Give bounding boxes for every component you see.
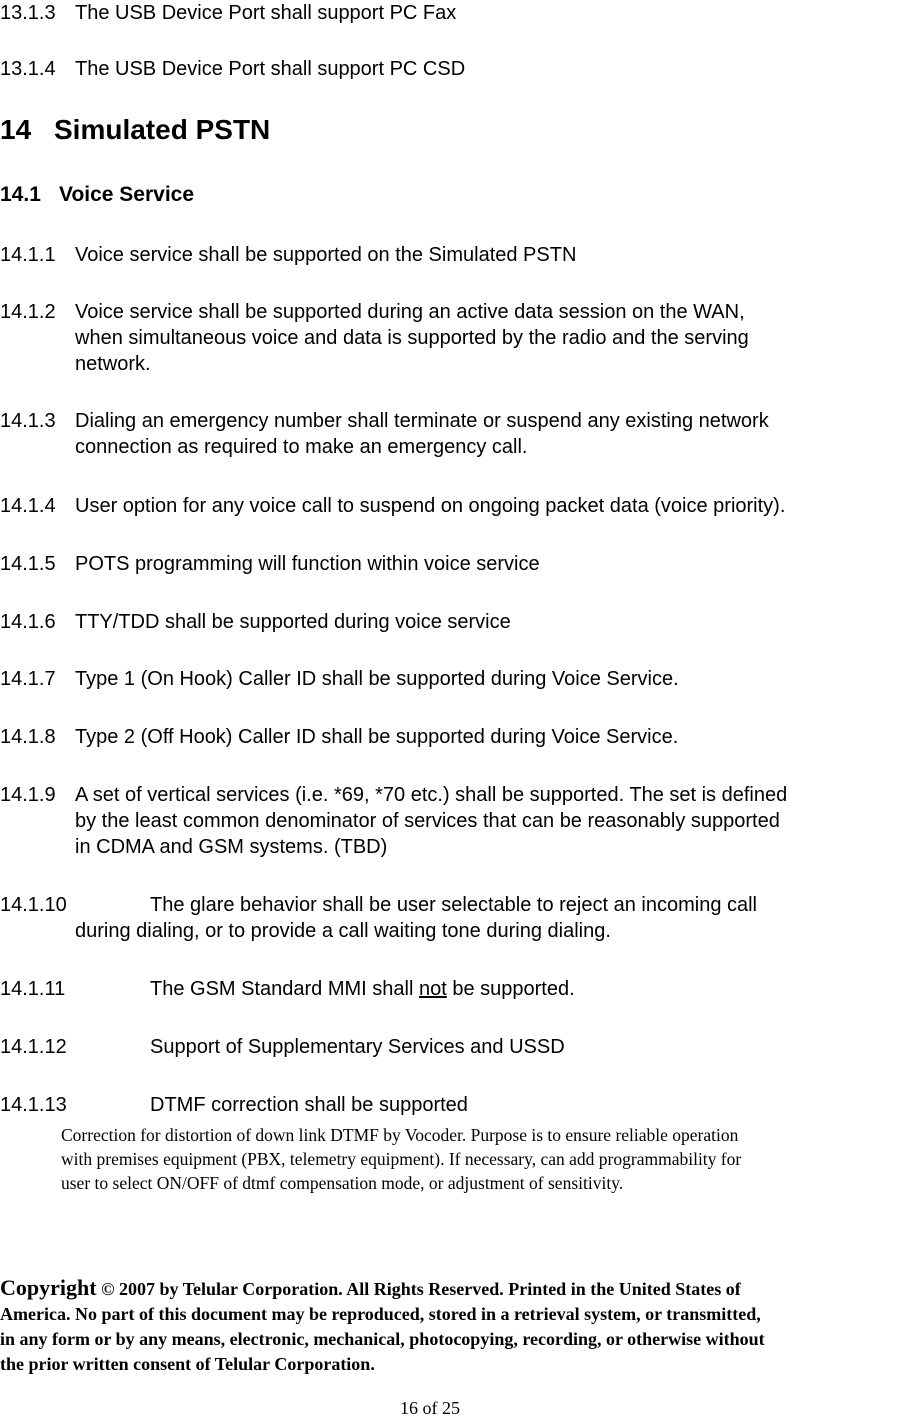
heading-14: 14 Simulated PSTN	[0, 114, 271, 145]
item-14-1-2-line3: network.	[75, 353, 151, 375]
copyright-notice: Copyright © 2007 by Telular Corporation. All Rights Reserved. Printed in the United States of America. No part of this document may be reproduced, stored in a retrieval system, or transmitted, in any form or by any means, electronic, mechanical, photocopying, recording, or otherwise without the prior written consent of Telular Corporation.	[0, 1275, 765, 1374]
heading-14-1: 14.1 Voice Service	[0, 183, 195, 206]
dtmf-note: Correction for distortion of down link DTMF by Vocoder. Purpose is to ensure reliable operation with premises equipment (PBX, telemetry equipment). If necessary, can add programmability for user to select ON/OFF of dtmf compensation mode, or adjustment of sensitivity.	[61, 1125, 742, 1193]
emphasis-not: not	[418, 978, 447, 1000]
page-number: 16 of 25	[400, 1398, 460, 1418]
item-14-1-9-line3: in CDMA and GSM systems. (TBD)	[75, 836, 388, 858]
item-14-1-9-line2: by the least common denominator of services that can be reasonably supported	[75, 810, 780, 832]
item-14-1-10-line2: during dialing, or to provide a call waiting tone during dialing.	[75, 920, 611, 942]
item-14-1-3-line2: connection as required to make an emergency call.	[75, 436, 528, 458]
item-14-1-2-line2: when simultaneous voice and data is supported by the radio and the serving	[75, 327, 749, 349]
